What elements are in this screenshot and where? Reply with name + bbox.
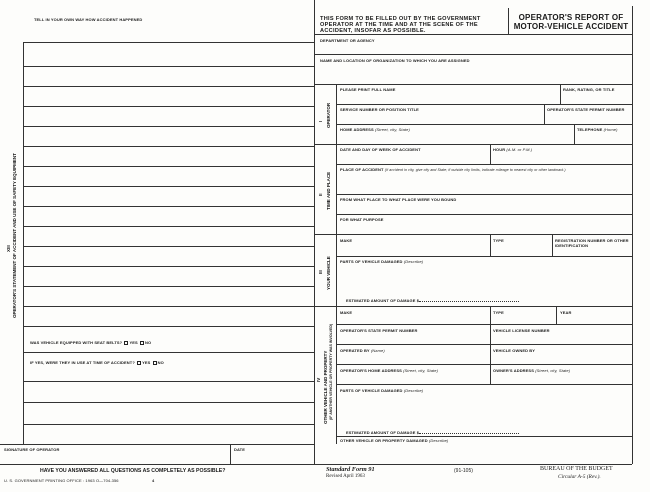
seat-belts-question: WAS VEHICLE EQUIPPED WITH SEAT BELTS? YES NO [30,340,152,345]
full-name-label: PLEASE PRINT FULL NAME [340,87,396,92]
answered-all-question: HAVE YOU ANSWERED ALL QUESTIONS AS COMPLETELY AS POSSIBLE? [40,468,226,474]
license-label: VEHICLE LICENSE NUMBER [493,328,550,333]
purpose-label: FOR WHAT PURPOSE [340,217,384,222]
left-section-number: XIII [6,245,11,252]
home-address-label: HOME ADDRESS (Street, city, State) [340,127,410,132]
time-place-section-label: TIME AND PLACE [326,171,331,210]
your-type-label: TYPE [493,238,504,243]
left-top-label: TELL IN YOUR OWN WAY HOW ACCIDENT HAPPENED [34,17,143,22]
your-vehicle-section-label: YOUR VEHICLE [326,256,331,290]
gpo-number: 4 [152,478,155,483]
rank-label: RANK, RATING, OR TITLE [563,87,615,92]
bureau-budget: BUREAU OF THE BUDGET [540,466,613,472]
standard-form: Standard Form 91 [326,466,375,473]
other-vehicle-section-label: OTHER VEHICLE AND PROPERTY [323,350,328,424]
telephone-label: TELEPHONE (Home) [577,127,618,132]
bound-label: FROM WHAT PLACE TO WHAT PLACE WERE YOU BOUND [340,197,457,202]
time-place-section-num: II [318,193,323,196]
other-type-label: TYPE [493,310,504,315]
seat-belts-in-use-question: IF YES, WERE THEY IN USE AT TIME OF ACCIDENT? YES NO [30,360,164,365]
left-section-title: OPERATOR'S STATEMENT OF ACCIDENT AND USE OF SAFETY EQUIPMENT [12,153,17,318]
gpo-line: U. S. GOVERNMENT PRINTING OFFICE : 1963 O—704-356 [4,478,119,483]
form-instruction: THIS FORM TO BE FILLED OUT BY THE GOVERNMENT OPERATOR AT THE TIME AND AT THE SCENE OF THE ACCIDENT, INSOFAR AS POSSIBLE. [320,16,481,35]
your-damage-label: ESTIMATED AMOUNT OF DAMAGE $ [346,298,519,303]
other-make-label: MAKE [340,310,353,315]
form-title: OPERATOR'S REPORT OF MOTOR-VEHICLE ACCIDENT [513,13,629,31]
date-day-label: DATE AND DAY OF WEEK OF ACCIDENT [340,147,421,152]
circular: Circular A-5 (Rev.). [558,474,601,480]
in-use-no-checkbox[interactable] [153,361,157,365]
other-damage-label: ESTIMATED AMOUNT OF DAMAGE $ [346,430,519,435]
place-label: PLACE OF ACCIDENT (If accident in city, give city and State; if outside city limits, indicate mileage to nearest city or other landmark.) [340,167,566,172]
other-vehicle-section-num: IV [316,377,321,382]
your-damage-field[interactable] [419,299,519,302]
service-number-label: SERVICE NUMBER OR POSITION TITLE [340,107,419,112]
other-year-label: YEAR [560,310,572,315]
in-use-yes-checkbox[interactable] [137,361,141,365]
other-parts-label: PARTS OF VEHICLE DAMAGED (Describe) [340,388,424,393]
department-label: DEPARTMENT OR AGENCY [320,38,375,43]
seat-belts-yes-checkbox[interactable] [124,341,128,345]
other-permit-label: OPERATOR'S STATE PERMIT NUMBER [340,328,418,333]
registration-label: REGISTRATION NUMBER OR OTHER IDENTIFICATION [555,238,629,248]
your-make-label: MAKE [340,238,353,243]
hour-label: HOUR (A.M. or P.M.) [493,147,533,152]
date-label: DATE [234,447,245,452]
other-vehicle-section-sublabel: (IF ANOTHER VEHICLE OR PROPERTY WAS INVOLVED) [329,323,333,420]
other-damage-field[interactable] [419,431,519,434]
operator-permit-label: OPERATOR'S STATE PERMIT NUMBER [547,107,625,112]
owned-by-label: VEHICLE OWNED BY [493,348,536,353]
other-home-label: OPERATOR'S HOME ADDRESS (Street, city, State) [340,368,439,373]
operator-section-label: OPERATOR [326,102,331,128]
revised-date: Revised April 1963 [326,474,365,479]
form-code: (91-105) [454,468,473,474]
signature-label: SIGNATURE OF OPERATOR [4,447,60,452]
organization-label: NAME AND LOCATION OF ORGANIZATION TO WHICH YOU ARE ASSIGNED [320,58,470,63]
your-vehicle-section-num: III [318,270,323,274]
other-property-label: OTHER VEHICLE OR PROPERTY DAMAGED (Describe) [340,438,449,443]
owner-address-label: OWNER'S ADDRESS (Street, city, State) [493,368,571,373]
seat-belts-no-checkbox[interactable] [140,341,144,345]
your-parts-label: PARTS OF VEHICLE DAMAGED (Describe) [340,259,424,264]
operated-by-label: OPERATED BY (Name) [340,348,385,353]
operator-section-num: I [318,120,323,122]
